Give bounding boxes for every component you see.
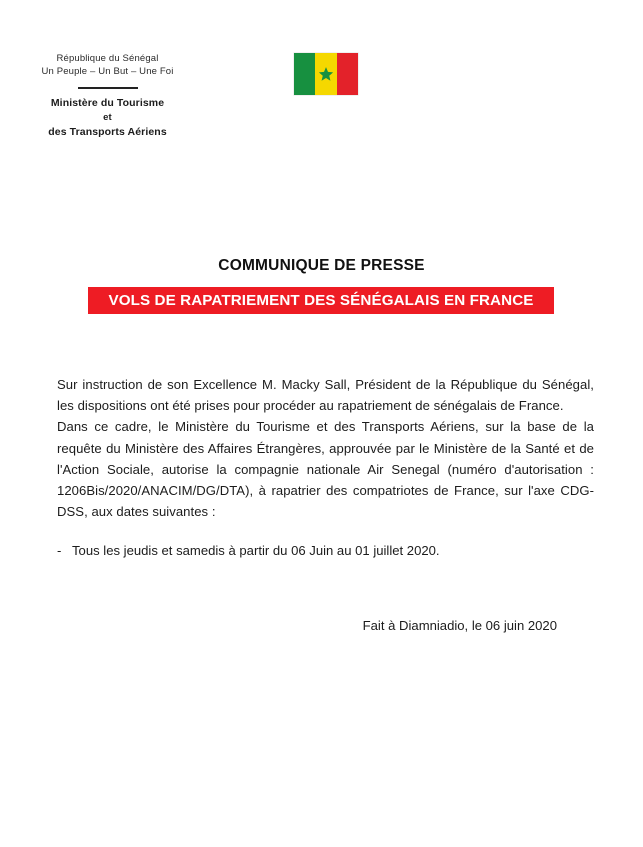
ministry-name-line2: et [103, 111, 112, 123]
flag-band-yellow [315, 53, 336, 95]
signature-place-date: Fait à Diamniadio, le 06 juin 2020 [362, 618, 557, 633]
headline-banner [88, 287, 554, 314]
letterhead-motto: Un Peuple – Un But – Une Foi [41, 66, 174, 77]
headline-banner-text: VOLS DE RAPATRIEMENT DES SÉNÉGALAIS EN FRANCE [108, 292, 534, 309]
ministry-name-line3: des Transports Aériens [48, 126, 167, 138]
ministry-name-line1: Ministère du Tourisme [50, 97, 165, 109]
letterhead-country: République du Sénégal [56, 53, 159, 64]
flag-band-red [337, 53, 358, 95]
star-icon [318, 67, 333, 82]
bullet-dash: - [57, 543, 62, 558]
flag-band-green [294, 53, 315, 95]
paragraph-2: Dans ce cadre, le Ministère du Tourisme et des Transports Aériens, sur la base de la requête du Ministère des Affaires Étrangères, approuvée par le Ministère de la Santé et de l'Action Sociale, autorise la compagnie nationale Air Senegal (numéro d'autorisation : 1206Bis/2020/ANACIM/DG/DTA), à rapatrier des compatriotes de France, sur l'axe CDG-DSS, aux dates suivantes : [57, 419, 594, 520]
schedule-bullet-item [57, 540, 594, 561]
paragraph-1: Sur instruction de son Excellence M. Macky Sall, Président de la République du Sénégal, les dispositions ont été prises pour procéder au rapatriement de sénégalais de France. [57, 377, 594, 414]
page-title: COMMUNIQUE DE PRESSE [218, 257, 425, 274]
letterhead-divider [78, 87, 138, 89]
body-copy [57, 374, 594, 522]
letterhead-block [0, 52, 215, 140]
senegal-flag-icon [294, 53, 358, 95]
schedule-bullet-text: Tous les jeudis et samedis à partir du 06 Juin au 01 juillet 2020. [72, 543, 440, 558]
